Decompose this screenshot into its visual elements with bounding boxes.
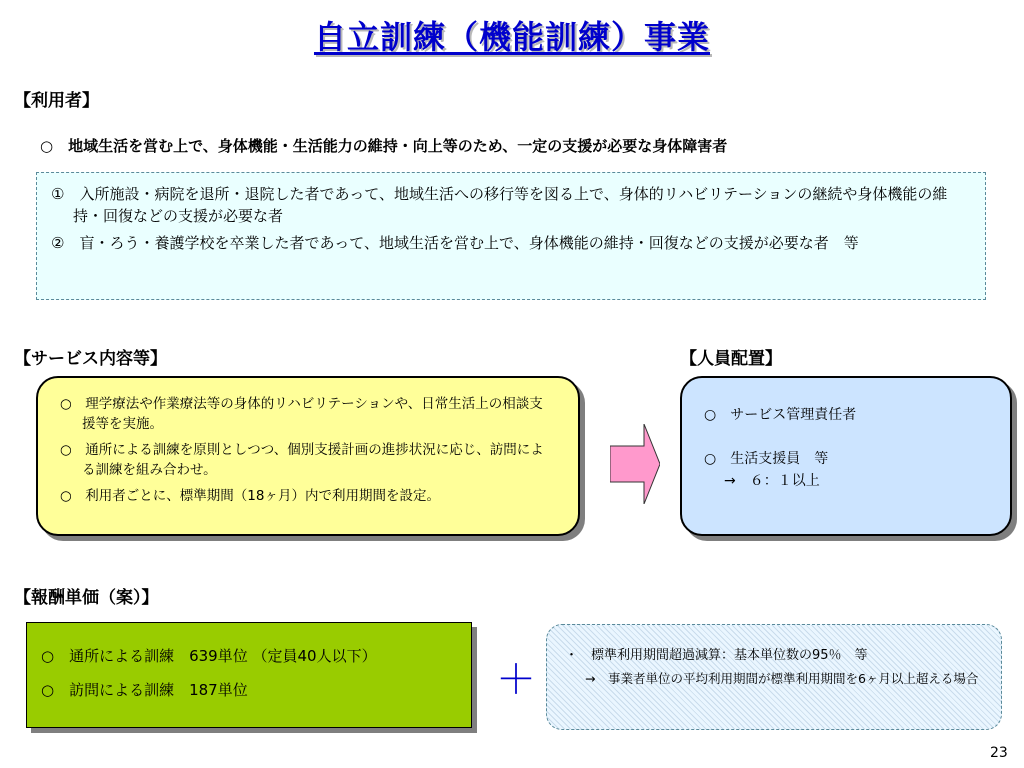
staff-item-3: → ６：１以上 (724, 473, 820, 489)
page-number: 23 (990, 745, 1008, 761)
staff-item-1: ○ サービス管理責任者 (704, 407, 857, 423)
service-box (36, 376, 580, 536)
users-heading: 【利用者】 (14, 91, 99, 111)
service-heading: 【サービス内容等】 (14, 349, 167, 369)
staff-item-2: ○ 生活支援員 等 (704, 451, 829, 467)
page-title: 自立訓練（機能訓練）事業 (313, 18, 710, 56)
plus-icon: ＋ (496, 657, 536, 703)
reduction-item-1: ・ 標準利用期間超過減算：基本単位数の95％ 等 (565, 648, 868, 663)
users-item-1: ① 入所施設・病院を退所・退院した者であって、地域生活への移行等を図る上で、身体的リハビリテーションの継続や身体機能の維持・回復などの支援が必要な者 (51, 185, 948, 225)
users-item-2: ② 盲・ろう・養護学校を卒業した者であって、地域生活を営む上で、身体機能の維持・回復などの支援が必要な者 等 (51, 234, 859, 252)
service-item-1: ○ 理学療法や作業療法等の身体的リハビリテーションや、日常生活上の相談支援等を実施。 (60, 396, 543, 432)
fee-box (26, 622, 472, 728)
users-detail-box (36, 172, 986, 300)
users-summary: ○ 地域生活を営む上で、身体機能・生活能力の維持・向上等のため、一定の支援が必要な身体障害者 (40, 137, 728, 155)
fee-heading: 【報酬単価（案）】 (14, 588, 159, 608)
service-item-2: ○ 通所による訓練を原則としつつ、個別支援計画の進捗状況に応じ、訪問による訓練を組み合わせ。 (60, 442, 544, 478)
right-arrow-icon (610, 424, 660, 504)
fee-item-1: ○ 通所による訓練 639単位 （定員40人以下） (41, 647, 377, 665)
staff-box (680, 376, 1012, 536)
staff-heading: 【人員配置】 (680, 349, 782, 369)
service-item-3: ○ 利用者ごとに、標準期間（18ヶ月）内で利用期間を設定。 (60, 488, 440, 504)
reduction-box (546, 624, 1002, 730)
fee-item-2: ○ 訪問による訓練 187単位 (41, 681, 248, 699)
reduction-item-2: → 事業者単位の平均利用期間が標準利用期間を6ヶ月以上超える場合 (585, 671, 979, 686)
